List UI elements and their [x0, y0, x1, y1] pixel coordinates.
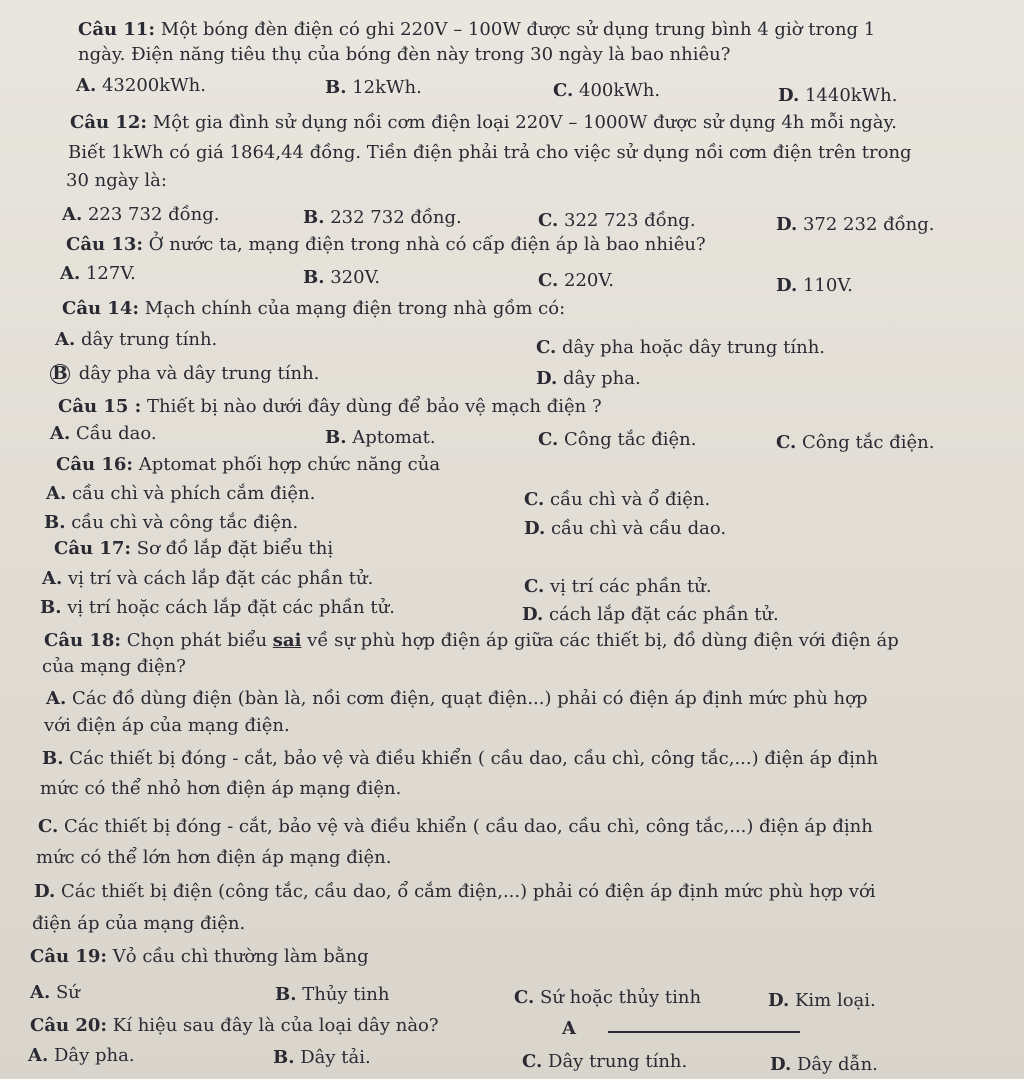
- q15-stem-text-1: Thiết bị nào dưới đây dùng để bảo vệ mạch điện ?: [147, 396, 602, 417]
- q17-label: Câu 17:: [54, 538, 132, 559]
- q18-option-a-line-2: với điện áp của mạng điện.: [44, 715, 290, 736]
- q13-option-b-text: 320V.: [330, 267, 381, 288]
- q19-option-d-letter: D.: [768, 990, 790, 1011]
- q20-option-c-text: Dây trung tính.: [548, 1051, 688, 1072]
- q13-option-c-text: 220V.: [564, 270, 614, 291]
- q16-option-d[interactable]: [524, 517, 726, 541]
- q16-stem-line-1: [56, 452, 440, 478]
- q11-stem-text-1: Một bóng đèn điện có ghi 220V – 100W được sử dụng trung bình 4 giờ trong 1: [160, 19, 876, 40]
- q18-stem-underlined-word: sai: [272, 630, 302, 651]
- q15-option-a[interactable]: [50, 422, 157, 446]
- q19-option-a-letter: A.: [30, 982, 51, 1003]
- q16-option-b[interactable]: [44, 511, 298, 535]
- q15-label: Câu 15 :: [58, 396, 142, 417]
- q14-option-a[interactable]: [55, 328, 217, 352]
- q19-option-a[interactable]: [30, 981, 80, 1005]
- q20-option-d-text: Dây dẫn.: [796, 1054, 878, 1075]
- q17-option-c-text: vị trí các phần tử.: [550, 576, 712, 597]
- q12-label: Câu 12:: [70, 112, 148, 133]
- q12-option-a-text: 223 732 đồng.: [87, 204, 220, 225]
- q11-stem-line-2: ngày. Điện năng tiêu thụ của bóng đèn này trong 30 ngày là bao nhiêu?: [78, 44, 731, 65]
- q15-option-c-1[interactable]: [538, 428, 696, 452]
- q14-option-b-text: dây pha và dây trung tính.: [78, 363, 320, 384]
- q17-option-d[interactable]: [522, 603, 779, 627]
- q13-stem-line-1: [66, 232, 706, 258]
- q18-stem-post: về sự phù hợp điện áp giữa các thiết bị, đồ dùng điện với điện áp: [307, 630, 899, 651]
- q20-option-d-letter: D.: [770, 1054, 792, 1075]
- q14-option-b-circled-letter: B: [50, 364, 70, 384]
- q19-option-b[interactable]: [275, 983, 389, 1007]
- q14-option-a-letter: A.: [55, 329, 76, 350]
- q17-stem-line-1: [54, 536, 333, 562]
- q19-option-d[interactable]: [768, 989, 876, 1013]
- q18-option-c-line-1[interactable]: [38, 815, 873, 839]
- q18-label: Câu 18:: [44, 630, 122, 651]
- q14-label: Câu 14:: [62, 298, 140, 319]
- q14-option-a-text: dây trung tính.: [80, 329, 218, 350]
- q16-label: Câu 16:: [56, 454, 134, 475]
- q12-option-c[interactable]: [538, 209, 696, 233]
- q14-stem-line-1: [62, 296, 565, 322]
- q13-option-d[interactable]: [776, 274, 853, 298]
- q20-option-c-letter: C.: [522, 1051, 543, 1072]
- q18-stem-line-2: của mạng điện?: [42, 656, 186, 677]
- q11-option-d-text: 1440kWh.: [804, 85, 898, 106]
- q11-option-b-text: 12kWh.: [352, 77, 422, 98]
- q13-option-d-text: 110V.: [802, 275, 853, 296]
- q13-option-a[interactable]: [60, 262, 136, 286]
- q13-option-d-letter: D.: [776, 275, 798, 296]
- q18-option-c-line-2: mức có thể lớn hơn điện áp mạng điện.: [36, 847, 392, 868]
- q19-option-a-text: Sứ: [55, 982, 80, 1003]
- q13-option-b-letter: B.: [303, 267, 325, 288]
- q16-option-a-text: cầu chì và phích cắm điện.: [71, 483, 316, 504]
- q19-label: Câu 19:: [30, 946, 108, 967]
- q15-option-c2-letter: C.: [776, 432, 797, 453]
- q14-option-c-letter: C.: [536, 337, 557, 358]
- q16-option-c[interactable]: [524, 488, 710, 512]
- q11-stem-line-1: [78, 17, 875, 43]
- q18-stem-line-1: [44, 628, 899, 654]
- q20-wire-symbol-line: [608, 1031, 800, 1033]
- q16-stem-text-1: Aptomat phối hợp chức năng của: [138, 454, 441, 475]
- q16-option-d-text: cầu chì và cầu dao.: [550, 518, 727, 539]
- q19-option-c-letter: C.: [514, 987, 535, 1008]
- q12-option-a-letter: A.: [62, 204, 83, 225]
- q12-option-c-text: 322 723 đồng.: [564, 210, 696, 231]
- q14-option-d-text: dây pha.: [562, 368, 641, 389]
- q12-option-d-text: 372 232 đồng.: [802, 214, 935, 235]
- q15-option-b-text: Aptomat.: [352, 427, 436, 448]
- q12-option-a[interactable]: [62, 203, 220, 227]
- q20-option-a-letter: A.: [28, 1045, 49, 1066]
- q11-option-d[interactable]: [778, 84, 898, 108]
- q13-stem-text-1: Ở nước ta, mạng điện trong nhà có cấp điện áp là bao nhiêu?: [148, 234, 706, 255]
- q12-option-b-letter: B.: [303, 207, 325, 228]
- q12-option-b-text: 232 732 đồng.: [330, 207, 462, 228]
- q13-label: Câu 13:: [66, 234, 144, 255]
- q15-option-c1-text: Công tắc điện.: [564, 429, 697, 450]
- q18-option-d-line-2: điện áp của mạng điện.: [32, 913, 246, 934]
- q12-option-c-letter: C.: [538, 210, 559, 231]
- q16-option-a[interactable]: [46, 482, 315, 506]
- q17-option-b-letter: B.: [40, 597, 62, 618]
- q14-option-c-text: dây pha hoặc dây trung tính.: [562, 337, 826, 358]
- q12-stem-line-1: [70, 110, 897, 136]
- q17-option-b[interactable]: [40, 596, 395, 620]
- q18-option-d-letter: D.: [34, 881, 56, 902]
- q17-option-c-letter: C.: [524, 576, 545, 597]
- q18-option-a-letter: A.: [46, 688, 67, 709]
- q20-option-a[interactable]: [28, 1044, 135, 1068]
- q16-option-b-letter: B.: [44, 512, 66, 533]
- q12-option-d[interactable]: [776, 213, 935, 237]
- q17-option-d-text: cách lắp đặt các phần tử.: [548, 604, 779, 625]
- q14-stem-text-1: Mạch chính của mạng điện trong nhà gồm có:: [144, 298, 566, 319]
- q20-option-a-text: Dây pha.: [53, 1045, 135, 1066]
- q20-label: Câu 20:: [30, 1015, 108, 1036]
- q20-option-b-text: Dây tải.: [300, 1047, 371, 1068]
- q14-option-d[interactable]: [536, 367, 641, 391]
- q20-option-d[interactable]: [770, 1053, 878, 1077]
- q20-stem-text-1: Kí hiệu sau đây là của loại dây nào?: [112, 1015, 439, 1036]
- q20-option-b-letter: B.: [273, 1047, 295, 1068]
- q12-option-d-letter: D.: [776, 214, 798, 235]
- q15-option-b-letter: B.: [325, 427, 347, 448]
- q11-label: Câu 11:: [78, 19, 156, 40]
- q15-option-c2-text: Công tắc điện.: [802, 432, 935, 453]
- q17-option-a-letter: A.: [42, 568, 63, 589]
- q19-option-c-text: Sứ hoặc thủy tinh: [540, 987, 702, 1008]
- q20-option-c[interactable]: [522, 1050, 687, 1074]
- q16-option-b-text: cầu chì và công tắc điện.: [71, 512, 299, 533]
- q17-stem-text-1: Sơ đồ lắp đặt biểu thị: [136, 538, 334, 559]
- q19-option-d-text: Kim loại.: [794, 990, 876, 1011]
- q19-option-c[interactable]: [514, 986, 701, 1010]
- q18-stem-pre: Chọn phát biểu: [126, 630, 268, 651]
- q11-option-c-letter: C.: [553, 80, 574, 101]
- q19-stem-text-1: Vỏ cầu chì thường làm bằng: [112, 946, 369, 967]
- q11-option-c-text: 400kWh.: [579, 80, 661, 101]
- q14-option-c[interactable]: [536, 336, 825, 360]
- q17-option-c[interactable]: [524, 575, 712, 599]
- q15-option-a-text: Cầu dao.: [75, 423, 157, 444]
- q18-option-a-line-1[interactable]: [46, 687, 867, 711]
- q16-option-c-text: cầu chì và ổ điện.: [550, 489, 711, 510]
- q15-option-b[interactable]: [325, 426, 436, 450]
- q11-option-c[interactable]: [553, 79, 660, 103]
- q12-stem-text-1: Một gia đình sử dụng nồi cơm điện loại 220V – 1000W được sử dụng 4h mỗi ngày.: [152, 112, 898, 133]
- q13-option-b[interactable]: [303, 266, 380, 290]
- q18-option-b-line-2: mức có thể nhỏ hơn điện áp mạng điện.: [40, 778, 402, 799]
- q19-option-b-letter: B.: [275, 984, 297, 1005]
- q13-option-c-letter: C.: [538, 270, 559, 291]
- q18-option-b-text-1: Các thiết bị đóng - cắt, bảo vệ và điều khiển ( cầu dao, cầu chì, công tắc,...) điện áp định: [69, 748, 879, 769]
- q19-option-b-text: Thủy tinh: [302, 984, 390, 1005]
- q15-option-c-2[interactable]: [776, 431, 934, 455]
- q18-option-c-text-1: Các thiết bị đóng - cắt, bảo vệ và điều khiển ( cầu dao, cầu chì, công tắc,...) điện áp định: [64, 816, 873, 837]
- q15-stem-line-1: [58, 394, 602, 420]
- q17-option-a[interactable]: [42, 567, 373, 591]
- q11-option-b[interactable]: [325, 76, 422, 100]
- q18-option-d-text-1: Các thiết bị điện (công tắc, cầu dao, ổ cắm điện,...) phải có điện áp định mức phù hợp với: [60, 881, 876, 902]
- q11-option-b-letter: B.: [325, 77, 347, 98]
- q18-option-c-letter: C.: [38, 816, 59, 837]
- q15-option-c1-letter: C.: [538, 429, 559, 450]
- q18-option-b-letter: B.: [42, 748, 64, 769]
- q12-option-b[interactable]: [303, 206, 462, 230]
- q13-option-a-text: 127V.: [85, 263, 136, 284]
- q11-option-a[interactable]: [76, 74, 206, 98]
- q11-option-d-letter: D.: [778, 85, 800, 106]
- q17-option-a-text: vị trí và cách lắp đặt các phần tử.: [67, 568, 374, 589]
- q13-option-a-letter: A.: [60, 263, 81, 284]
- q14-option-b[interactable]: [50, 362, 319, 386]
- q15-option-a-letter: A.: [50, 423, 71, 444]
- q19-stem-line-1: [30, 944, 369, 970]
- q20-stem-line-1: [30, 1013, 439, 1039]
- q17-option-d-letter: D.: [522, 604, 544, 625]
- q16-option-a-letter: A.: [46, 483, 67, 504]
- q20-option-b[interactable]: [273, 1046, 371, 1070]
- q16-option-d-letter: D.: [524, 518, 546, 539]
- q17-option-b-text: vị trí hoặc cách lắp đặt các phần tử.: [67, 597, 395, 618]
- q11-option-a-text: 43200kWh.: [101, 75, 206, 96]
- q18-option-a-text-1: Các đồ dùng điện (bàn là, nồi cơm điện, quạt điện...) phải có điện áp định mức phù hợp: [71, 688, 868, 709]
- q18-option-d-line-1[interactable]: [34, 880, 876, 904]
- q11-option-a-letter: A.: [76, 75, 97, 96]
- q14-option-d-letter: D.: [536, 368, 558, 389]
- q12-stem-line-3: 30 ngày là:: [66, 170, 167, 191]
- q20-symbol-label: A: [562, 1018, 576, 1039]
- q18-option-b-line-1[interactable]: [42, 747, 878, 771]
- q16-option-c-letter: C.: [524, 489, 545, 510]
- q13-option-c[interactable]: [538, 269, 614, 293]
- q12-stem-line-2: Biết 1kWh có giá 1864,44 đồng. Tiền điện phải trả cho việc sử dụng nồi cơm điện trên trong: [68, 142, 912, 163]
